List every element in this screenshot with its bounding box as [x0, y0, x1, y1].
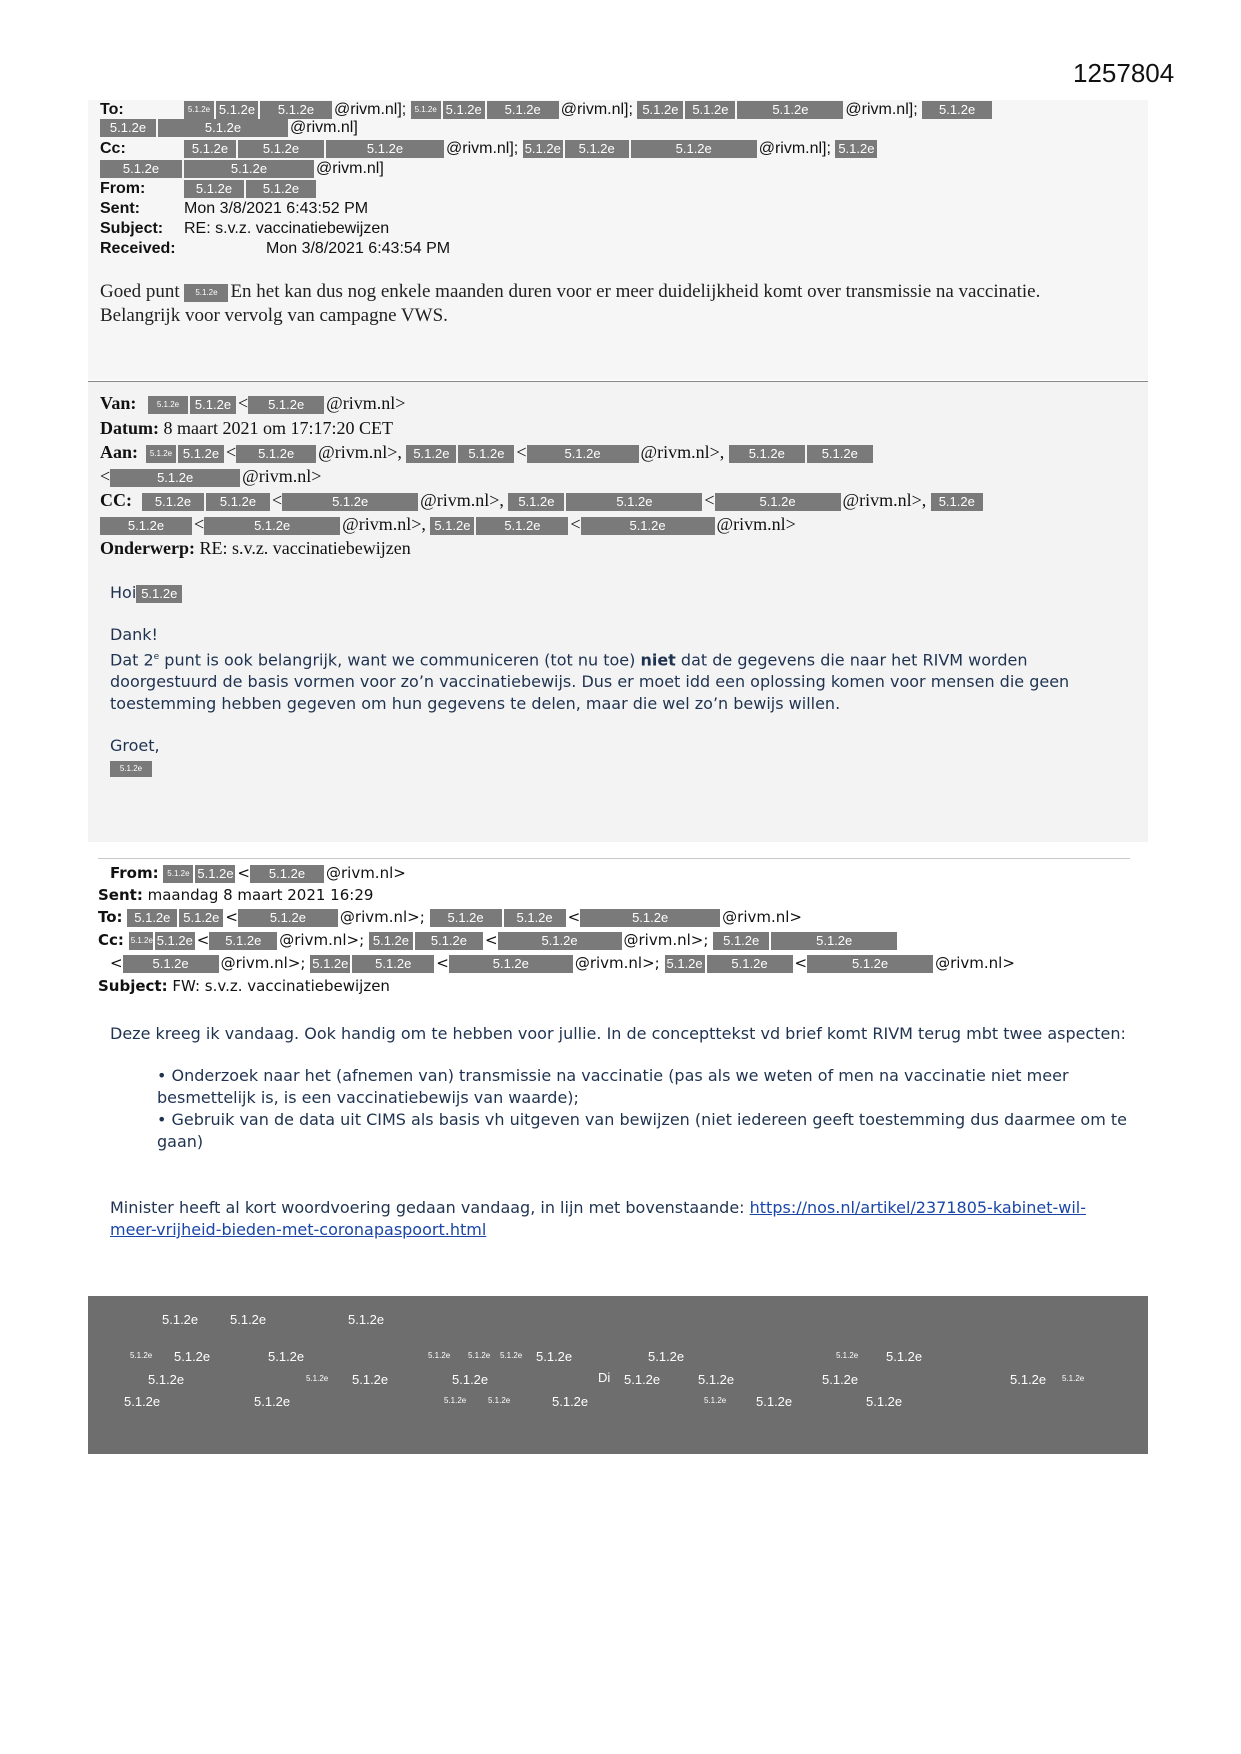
- email3-domain: @rivm.nl>;: [339, 908, 425, 926]
- email2-domain: @rivm.nl>: [326, 393, 406, 413]
- redaction: 5.1.2e: [500, 1351, 523, 1360]
- stray-text: Di: [598, 1370, 611, 1385]
- redaction: 5.1.2e: [348, 1312, 385, 1327]
- email1-from-line: [100, 179, 318, 199]
- email2-from-line: Van: 5.1.2e 5.1.2e < 5.1.2e @rivm.nl>: [100, 393, 406, 413]
- email1-received-value: Mon 3/8/2021 6:43:54 PM: [266, 240, 451, 257]
- email1-subject-label: Subject:: [100, 220, 164, 237]
- email3-to-line: To: 5.1.2e 5.1.2e < 5.1.2e @rivm.nl>; 5.1.2e 5.1.2e < 5.1.2e @rivm.nl>: [98, 908, 802, 926]
- email2-date-label: Datum:: [100, 418, 159, 438]
- redaction: 5.1.2e: [312, 955, 349, 971]
- email3-minister-paragraph: Minister heeft al kort woordvoering gedaan vandaag, in lijn met bovenstaande: https://nos.nl/artikel/2371805-kabinet-wil-meer-vrijheid-bieden-met-coronapaspoort.html: [110, 1198, 1086, 1239]
- email3-domain: @rivm.nl>: [722, 908, 802, 926]
- email1-body: [100, 280, 1150, 328]
- redaction: 5.1.2e: [648, 1349, 685, 1364]
- redaction: 5.1.2e: [369, 932, 413, 950]
- redaction: 5.1.2e: [209, 932, 277, 950]
- redaction: 5.1.2e: [729, 445, 805, 463]
- email2-from-label: Van:: [100, 393, 137, 413]
- redaction: 5.1.2e: [306, 1374, 329, 1383]
- redaction: 5.1.2e: [100, 119, 156, 137]
- redaction: 5.1.2e: [250, 865, 324, 883]
- redaction: 5.1.2e: [428, 1351, 451, 1360]
- redaction: 5.1.2e: [536, 1349, 573, 1364]
- redaction: 5.1.2e: [624, 1372, 661, 1387]
- email1-to-label: To:: [100, 101, 124, 118]
- email1-body-rest: En het kan dus nog enkele maanden duren voor er meer duidelijkheid komt over transmissie na vaccinatie.: [230, 281, 1041, 302]
- redaction: 5.1.2e: [504, 909, 566, 927]
- email2-date-line: [100, 418, 393, 438]
- email2-subject-value: RE: s.v.z. vaccinatiebewijzen: [199, 538, 411, 558]
- redaction: 5.1.2e: [184, 180, 244, 198]
- redaction: 5.1.2e: [498, 932, 622, 950]
- redaction: 5.1.2e: [148, 1372, 185, 1387]
- email2-to-line: Aan: 5.1.2e 5.1.2e < 5.1.2e @rivm.nl>, 5.1.2e 5.1.2e < 5.1.2e @rivm.nl>, 5.1.2e 5.1.2e: [100, 442, 875, 463]
- redaction: 5.1.2e: [866, 1394, 903, 1409]
- redaction: 5.1.2e: [444, 1396, 467, 1405]
- redaction: 5.1.2e: [430, 517, 474, 535]
- redaction: 5.1.2e: [260, 101, 332, 119]
- email2-domain: @rivm.nl>,: [420, 490, 504, 510]
- email3-bullet-1: • Onderzoek naar het (afnemen van) transmissie na vaccinatie (pas als we weten of men na vaccinatie niet meer besmettelijk is, is een vaccinatiebewijs van waarde);: [157, 1066, 1069, 1107]
- email1-body-line2: Belangrijk voor vervolg van campagne VWS.: [100, 305, 448, 326]
- redaction: 5.1.2e: [124, 1394, 161, 1409]
- email2-thanks: Dank!: [110, 625, 158, 644]
- redacted-block: [88, 1296, 1148, 1454]
- email2-body: [110, 582, 1130, 779]
- redaction: 5.1.2e: [352, 1372, 389, 1387]
- redaction: 5.1.2e: [487, 101, 559, 119]
- email1-domain: @rivm.nl];: [758, 140, 831, 157]
- email2-domain: @rivm.nl>,: [318, 442, 402, 462]
- email1-to-line2: [100, 118, 358, 138]
- redaction: 5.1.2e: [685, 101, 735, 119]
- email3-from-line: From: 5.1.2e 5.1.2e < 5.1.2e @rivm.nl>: [110, 864, 406, 882]
- email1-domain: @rivm.nl];: [845, 101, 918, 118]
- email1-sent-label: Sent:: [100, 200, 140, 217]
- redaction: 5.1.2e: [807, 955, 933, 973]
- email1-to-line: [100, 100, 994, 120]
- redaction: 5.1.2e: [637, 101, 683, 119]
- redaction: 5.1.2e: [100, 517, 192, 535]
- email3-domain: @rivm.nl>;: [220, 954, 306, 972]
- email1-subject-line: [100, 219, 389, 239]
- redaction: 5.1.2e: [411, 101, 441, 119]
- redaction: 5.1.2e: [238, 909, 338, 927]
- redaction: 5.1.2e: [190, 396, 236, 414]
- email2-greeting: Hoi: [110, 583, 137, 602]
- email3-domain: @rivm.nl>;: [279, 931, 365, 949]
- redaction: 5.1.2e: [458, 445, 514, 463]
- redaction: 5.1.2e: [127, 909, 177, 927]
- redaction: 5.1.2e: [162, 1312, 199, 1327]
- redaction: 5.1.2e: [822, 1372, 859, 1387]
- email1-received-label: Received:: [100, 240, 176, 257]
- redaction: 5.1.2e: [158, 119, 288, 137]
- redaction: 5.1.2e: [922, 101, 992, 119]
- redaction: 5.1.2e: [216, 101, 258, 119]
- redaction: 5.1.2e: [415, 932, 483, 950]
- redaction: 5.1.2e: [246, 180, 316, 198]
- redaction: 5.1.2e: [204, 517, 340, 535]
- email1-domain: @rivm.nl];: [334, 101, 407, 118]
- redaction: 5.1.2e: [230, 1312, 267, 1327]
- redaction: 5.1.2e: [713, 932, 769, 950]
- redaction: 5.1.2e: [631, 140, 757, 158]
- redaction: 5.1.2e: [142, 493, 204, 511]
- redaction: 5.1.2e: [756, 1394, 793, 1409]
- email3-body: [110, 1023, 1130, 1241]
- email3-subject-label: Subject:: [98, 977, 168, 995]
- email3-from-label: From:: [110, 864, 159, 882]
- redaction: 5.1.2e: [476, 517, 568, 535]
- redaction: 5.1.2e: [1062, 1374, 1085, 1383]
- redaction: 5.1.2e: [184, 160, 314, 178]
- redaction: 5.1.2e: [666, 955, 703, 971]
- email1-cc-line2: [100, 159, 384, 179]
- email3-domain: @rivm.nl>: [325, 864, 406, 882]
- redaction: 5.1.2e: [174, 1349, 211, 1364]
- redaction: 5.1.2e: [580, 909, 720, 927]
- redaction: 5.1.2e: [488, 1396, 511, 1405]
- email3-sent-label: Sent:: [98, 886, 143, 904]
- email1-body-start: Goed punt: [100, 281, 180, 302]
- redaction: 5.1.2e: [206, 493, 270, 511]
- redaction: 5.1.2e: [248, 396, 324, 414]
- email3-cc-line: Cc: 5.1.2e 5.1.2e < 5.1.2e @rivm.nl>; 5.1.2e 5.1.2e < 5.1.2e @rivm.nl>; 5.1.2e 5.1.2e: [98, 930, 899, 950]
- redaction: 5.1.2e: [179, 909, 223, 927]
- email2-to-line2: < 5.1.2e @rivm.nl>: [100, 466, 322, 486]
- redaction: 5.1.2e: [707, 955, 793, 973]
- document-number: 1257804: [1073, 58, 1175, 88]
- email3-domain: @rivm.nl>: [935, 954, 1015, 972]
- email2-domain: @rivm.nl>,: [842, 490, 927, 510]
- redaction: 5.1.2e: [254, 1394, 291, 1409]
- email2-body-paragraph: Dat 2e punt is ook belangrijk, want we communiceren (tot nu toe) niet dat de gegevens die naar het RIVM worden doorgestuurd de basis vormen voor zo’n vaccinatiebewijs. Dus er moet idd een oplossing komen voor mensen die geen toestemming hebben gegeven om hun gegevens te delen, maar die wel zo’n bewijs willen.: [110, 650, 1070, 714]
- email3-domain: @rivm.nl>;: [574, 954, 660, 972]
- redaction: 5.1.2e: [552, 1394, 589, 1409]
- redaction: 5.1.2e: [715, 493, 841, 511]
- email2-cc-line2: 5.1.2e < 5.1.2e @rivm.nl>, 5.1.2e 5.1.2e < 5.1.2e @rivm.nl>: [100, 514, 796, 535]
- redaction: 5.1.2e: [352, 955, 434, 973]
- email3-intro: Deze kreeg ik vandaag. Ook handig om te hebben voor jullie. In de concepttekst vd brief komt RIVM terug mbt twee aspecten:: [110, 1024, 1126, 1043]
- redaction: 5.1.2e: [704, 1396, 727, 1405]
- redaction: 5.1.2e: [129, 932, 153, 950]
- email3-to-label: To:: [98, 908, 123, 926]
- redaction: 5.1.2e: [527, 445, 639, 463]
- redaction: 5.1.2e: [835, 140, 877, 158]
- email2-closing: Groet,: [110, 736, 160, 756]
- redaction: 5.1.2e: [110, 761, 152, 777]
- redaction: 5.1.2e: [238, 140, 324, 158]
- email3-sent-value: maandag 8 maart 2021 16:29: [147, 886, 374, 904]
- redaction: 5.1.2e: [1010, 1372, 1047, 1387]
- redaction: 5.1.2e: [698, 1372, 735, 1387]
- redaction: 5.1.2e: [123, 955, 219, 973]
- redaction: 5.1.2e: [443, 101, 485, 119]
- redaction: 5.1.2e: [430, 909, 502, 927]
- redaction: 5.1.2e: [136, 585, 182, 603]
- email1-domain-end: @rivm.nl]: [316, 160, 384, 177]
- redaction: 5.1.2e: [406, 445, 456, 463]
- email1-domain-end: @rivm.nl]: [290, 119, 358, 136]
- email2-to-label: Aan:: [100, 442, 139, 462]
- redaction: 5.1.2e: [184, 140, 236, 158]
- section-divider: [98, 858, 1130, 859]
- email1-domain: @rivm.nl];: [560, 101, 633, 118]
- email2-subject-label: Onderwerp:: [100, 538, 195, 558]
- redaction: 5.1.2e: [110, 469, 240, 487]
- redaction: 5.1.2e: [197, 865, 234, 881]
- redaction: 5.1.2e: [163, 865, 193, 883]
- email2-cc-label: CC:: [100, 490, 132, 510]
- email1-subject-value: RE: s.v.z. vaccinatiebewijzen: [184, 220, 390, 237]
- redaction: 5.1.2e: [807, 445, 873, 463]
- email1-received-line: [100, 239, 450, 259]
- redaction: 5.1.2e: [178, 445, 224, 463]
- redaction: 5.1.2e: [184, 101, 214, 119]
- email3-bullet-2: • Gebruik van de data uit CIMS als basis vh uitgeven van bewijzen (niet iedereen geeft toestemming dus daarmee om te gaan): [157, 1110, 1127, 1151]
- email1-from-label: From:: [100, 180, 146, 197]
- email1-domain: @rivm.nl];: [446, 140, 519, 157]
- redaction: 5.1.2e: [326, 140, 444, 158]
- redaction: 5.1.2e: [236, 445, 316, 463]
- redaction: 5.1.2e: [156, 932, 193, 948]
- redaction: 5.1.2e: [100, 160, 182, 178]
- redaction: 5.1.2e: [886, 1349, 923, 1364]
- email2-domain: @rivm.nl>: [242, 466, 322, 486]
- email1-cc-line: [100, 139, 879, 159]
- redaction: 5.1.2e: [268, 1349, 305, 1364]
- email3-cc-line2: < 5.1.2e @rivm.nl>; 5.1.2e 5.1.2e < 5.1.2e @rivm.nl>; 5.1.2e 5.1.2e < 5.1.2e @rivm.nl>: [110, 954, 1015, 972]
- email3-domain: @rivm.nl>;: [623, 931, 709, 949]
- email2-date-value: 8 maart 2021 om 17:17:20 CET: [163, 418, 393, 438]
- redaction: 5.1.2e: [566, 493, 702, 511]
- redaction: 5.1.2e: [508, 493, 564, 511]
- redaction: 5.1.2e: [452, 1372, 489, 1387]
- redaction: 5.1.2e: [771, 932, 897, 950]
- email3-subject-line: [98, 976, 390, 996]
- redaction: 5.1.2e: [524, 140, 561, 156]
- email3-subject-value: FW: s.v.z. vaccinatiebewijzen: [172, 977, 390, 995]
- redaction: 5.1.2e: [146, 445, 176, 463]
- redaction: 5.1.2e: [836, 1351, 859, 1360]
- redaction: 5.1.2e: [130, 1351, 153, 1360]
- redaction: 5.1.2e: [565, 140, 629, 158]
- redaction: 5.1.2e: [449, 955, 573, 973]
- email2-cc-line: CC: 5.1.2e 5.1.2e < 5.1.2e @rivm.nl>, 5.1.2e 5.1.2e < 5.1.2e @rivm.nl>, 5.1.2e: [100, 490, 985, 511]
- redaction: 5.1.2e: [581, 517, 715, 535]
- redaction: 5.1.2e: [282, 493, 418, 511]
- email3-sent-line: [98, 885, 373, 905]
- nos-article-link[interactable]: https://nos.nl/artikel/2371805-kabinet-wil-meer-vrijheid-bieden-met-coronapaspoort.html: [110, 1198, 1086, 1239]
- email1-cc-label: Cc:: [100, 140, 126, 157]
- redaction: 5.1.2e: [184, 284, 228, 302]
- email2-subject-line: [100, 538, 411, 558]
- email3-cc-label: Cc:: [98, 931, 124, 949]
- redaction: 5.1.2e: [148, 396, 188, 414]
- email1-sent-line: [100, 199, 368, 219]
- email2-domain: @rivm.nl>: [716, 514, 796, 534]
- email2-domain: @rivm.nl>,: [640, 442, 725, 462]
- redaction: 5.1.2e: [468, 1351, 491, 1360]
- redaction: 5.1.2e: [737, 101, 843, 119]
- redaction: 5.1.2e: [931, 493, 983, 511]
- email1-sent-value: Mon 3/8/2021 6:43:52 PM: [184, 200, 369, 217]
- email2-domain: @rivm.nl>,: [342, 514, 426, 534]
